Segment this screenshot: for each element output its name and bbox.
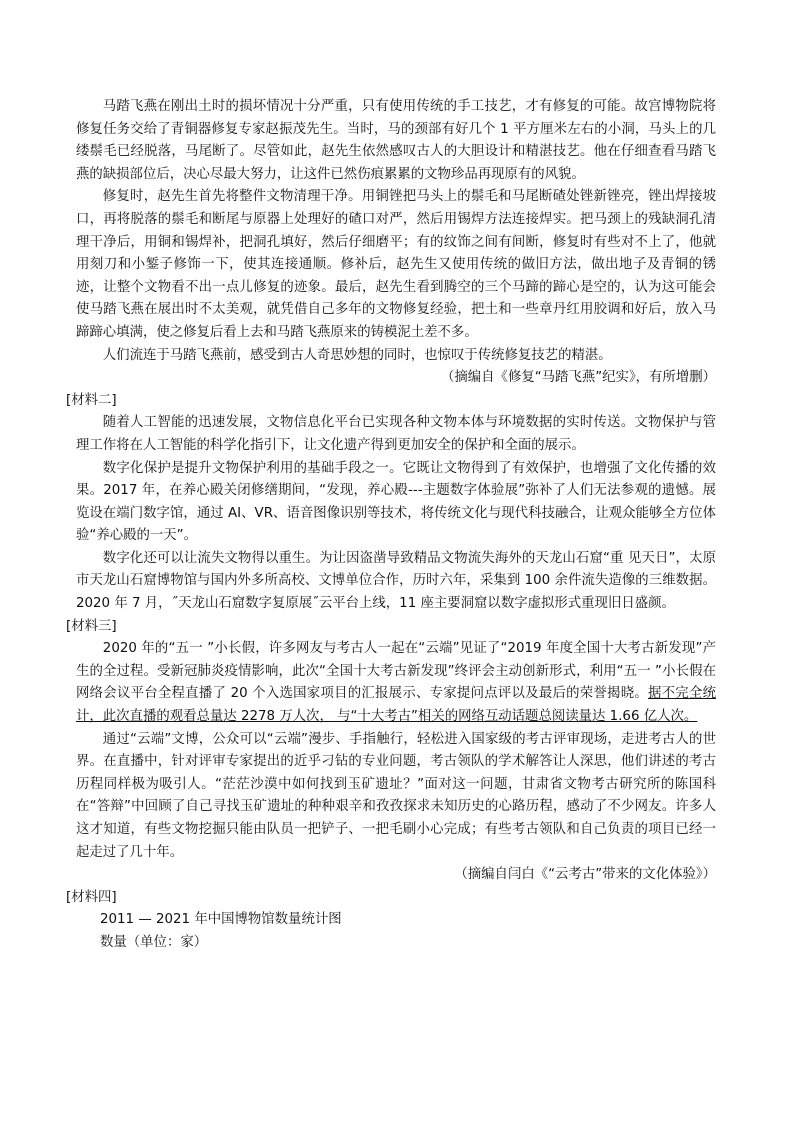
- material-4-label: [材料四]: [66, 889, 117, 905]
- paragraph-4: 随着人工智能的迅速发展，文物信息化平台已实现各种文物本体与环境数据的实时传送。文物保护与管理工作将在人工智能的科学化指引下，让文化遗产得到更加安全的保护和全面的展示。: [76, 415, 716, 453]
- paragraph-1: 马踏飞燕在刚出土时的损坏情况十分严重，只有使用传统的手工技艺，才有修复的可能。故宫博物院将修复任务交给了青铜器修复专家赵振茂先生。当时，马的颈部有好几个 1 平方厘米左右的小洞，马头上的几缕鬃毛已经脱落，马尾断了。尽管如此，赵先生依然感叹古人的大胆设计和精湛技艺。他在仔细查看马踏飞燕的缺损部位后，决心尽最大努力，让这件已然伤痕累累的文物珍品再现原有的风貌。: [76, 99, 716, 182]
- paragraph-8: 通过“云端”文博，公众可以“云端”漫步、手指触行，轻松进入国家级的考古评审现场，走进考古人的世界。在直播中，针对评审专家提出的近乎刁钻的专业问题，考古领队的学术解答让人深思，他们讲述的考古历程同样极为吸引人。“茫茫沙漠中如何找到玉矿遗址？”面对这一问题，甘肃省文物考古研究所的陈国科在“答辩”中回顾了自己寻找玉矿遗址的种种艰辛和孜孜探求未知历史的心路历程，感动了不少网友。许多人这才知道，有些文物挖掘只能由队员一把铲子、一把毛刷小心完成；有些考古领队和自己负责的项目已经一起走过了几十年。: [76, 731, 716, 860]
- source-1: （摘编自《修复“马踏飞燕”纪实》，有所增删）: [441, 370, 716, 386]
- paragraph-7-text: 2020 年的“五一 ”小长假，许多网友与考古人一起在“云端”见证了“2019 年度全国十大考古新发现”产生的全过程。受新冠肺炎疫情影响，此次“全国十大考古新发现”终评会主动创新形式，利用“五一 ”小长假在网络会议平台全程直播了 20 个入选国家项目的汇报展示、专家提问点评以及最后的荣誉揭晓。: [76, 641, 716, 702]
- paragraph-5: 数字化保护是提升文物保护利用的基础手段之一。它既让文物得到了有效保护，也增强了文化传播的效果。2017 年，在养心殿关闭修缮期间，“发现，养心殿---主题数字体验展”弥补了人们无法参观的遗憾。展览设在端门数字馆，通过 AI、VR、语音图像识别等技术，将传统文化与现代科技融合，让观众能够全方位体验“养心殿的一天”。: [76, 460, 716, 544]
- material-3-label: [材料三]: [66, 618, 117, 634]
- chart-unit: 数量（单位：家）: [100, 934, 208, 950]
- paragraph-3: 人们流连于马踏飞燕前，感受到古人奇思妙想的同时，也惊叹于传统修复技艺的精湛。: [102, 347, 612, 363]
- underlined-statistic: 据不完全统计，此次直播的观看总量达 2278 万人次， 与“十大考古”相关的网络互动话题总阅读量达 1.66 亿人次。: [76, 686, 716, 725]
- source-2: （摘编自闫白《“云考古”带来的文化体验》）: [454, 867, 716, 883]
- document-body: [66, 96, 716, 955]
- material-2-label: [材料二]: [66, 392, 117, 408]
- chart-title: 2011 — 2021 年中国博物馆数量统计图: [100, 912, 342, 928]
- paragraph-2: 修复时，赵先生首先将整件文物清理干净。用铜锉把马头上的鬃毛和马尾断碴处锉新锉亮，锉出焊接坡口，再将脱落的鬃毛和断尾与原器上处理好的碴口对严，然后用锡焊方法连接焊实。把马颈上的残缺洞孔清理干净后，用铜和锡焊补，把洞孔填好，然后仔细磨平；有的纹饰之间有间断，修复时有些对不上了，他就用刻刀和小錾子修饰一下，使其连接通顺。修补后，赵先生又使用传统的做旧方法，做出地子及青铜的锈迹，让整个文物看不出一点儿修复的迹象。最后，赵先生看到腾空的三个马蹄的蹄心是空的，认为这可能会使马踏飞燕在展出时不太美观，就凭借自己多年的文物修复经验，把土和一些章丹红用胶调和好后，放入马蹄蹄心填满，使之修复后看上去和马踏飞燕原来的铸模泥土差不多。: [76, 189, 716, 340]
- paragraph-6: 数字化还可以让流失文物得以重生。为让因盗凿导致精品文物流失海外的天龙山石窟“重 见天日”，太原市天龙山石窟博物馆与国内外多所高校、文博单位合作，历时六年，采集到 100 余件流失造像的三维数据。2020 年 7 月，˝天龙山石窟数字复原展˝云平台上线，11 座主要洞窟以数字虚拟形式重现旧日盛颜。: [76, 550, 716, 612]
- paragraph-7: [76, 638, 716, 728]
